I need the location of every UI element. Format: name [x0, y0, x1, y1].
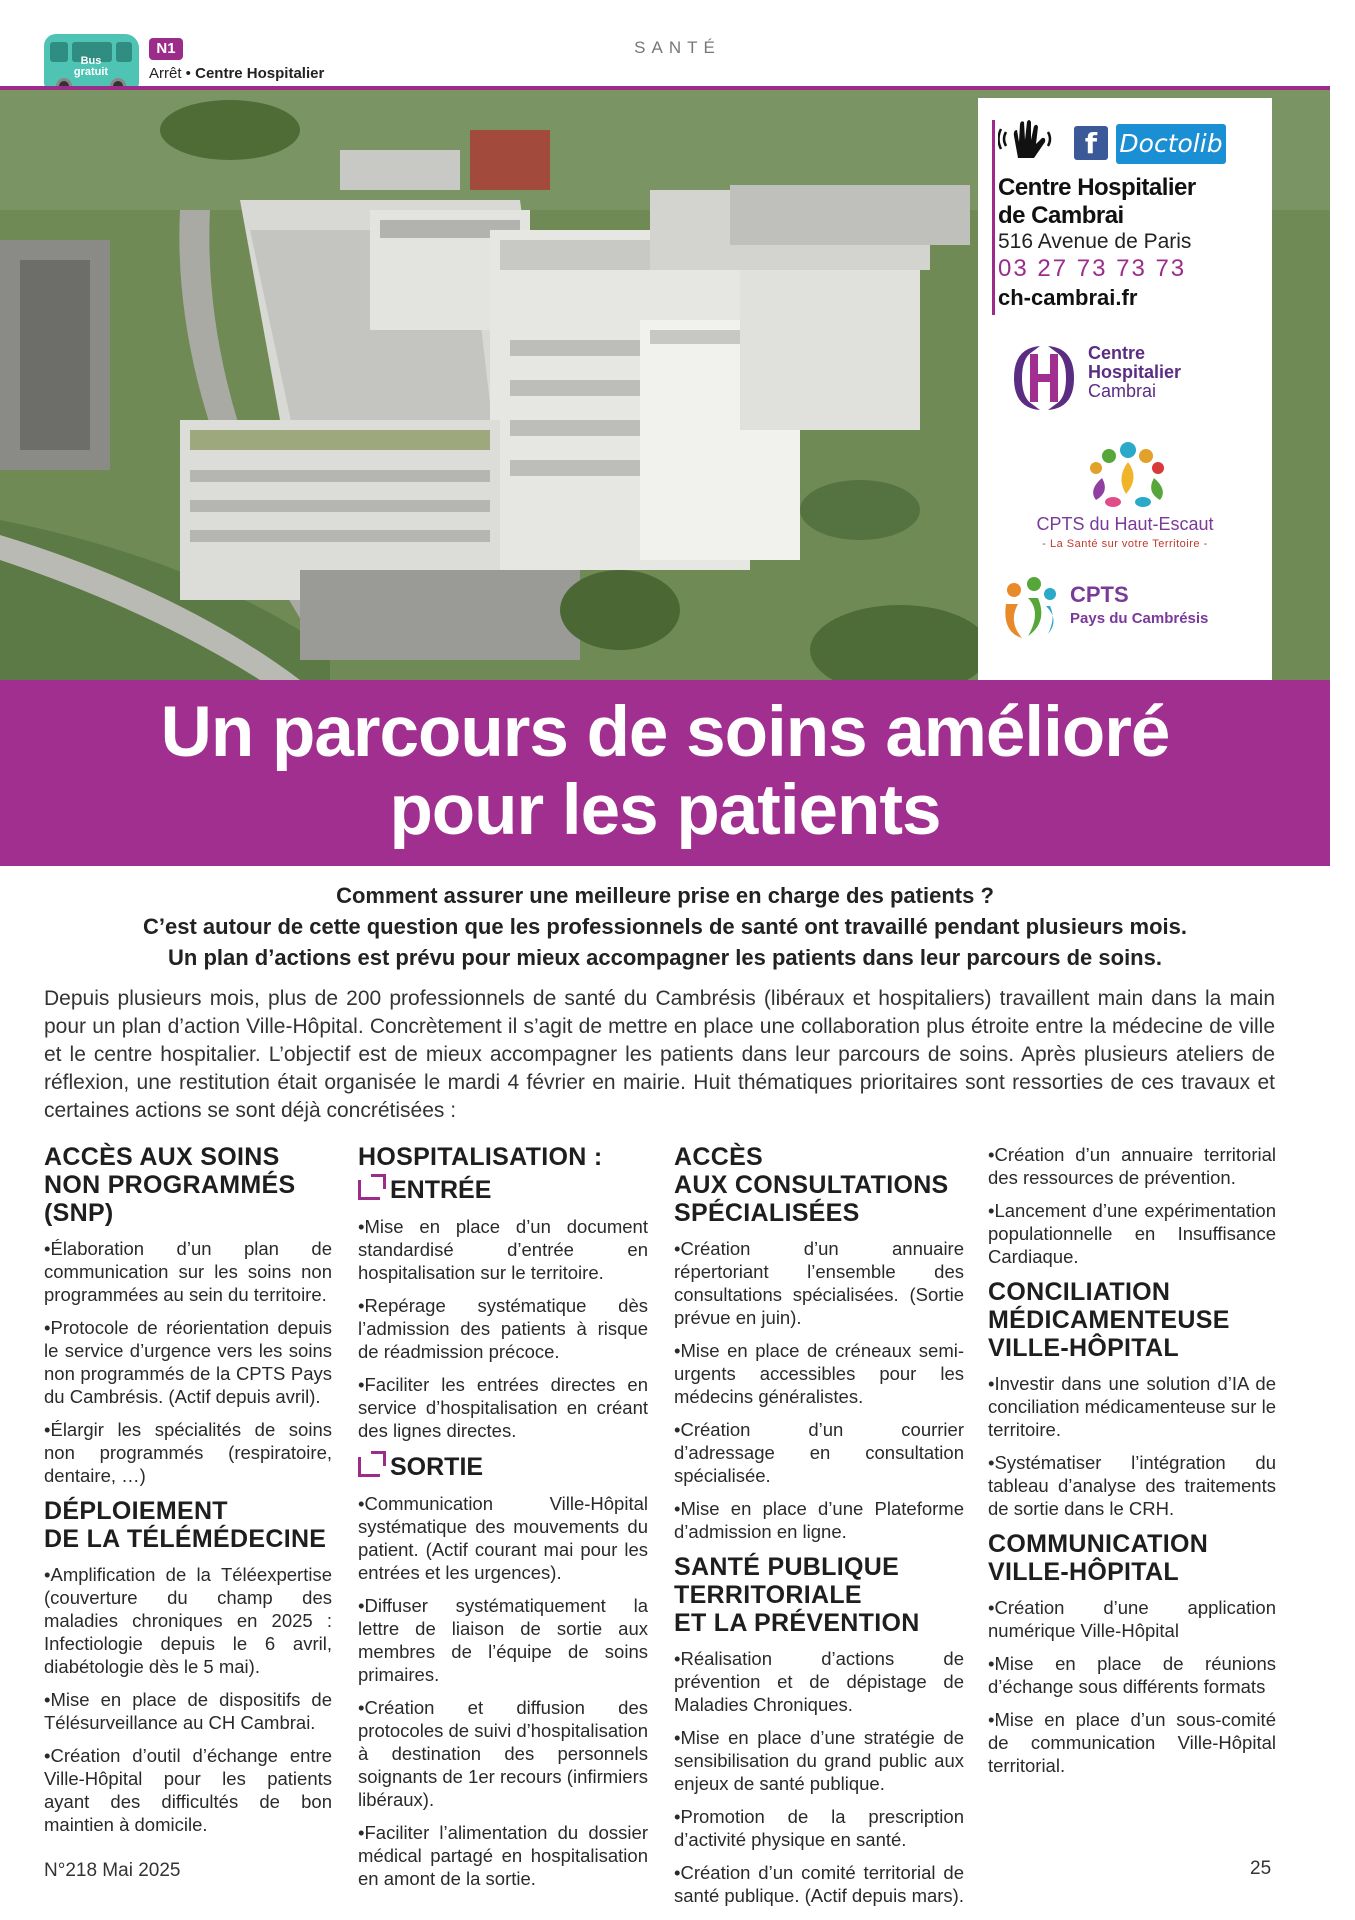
- heading-hospitalisation: HOSPITALISATION :: [358, 1143, 603, 1171]
- issue-number: N°218 Mai 2025: [44, 1860, 181, 1881]
- headline-line1: Un parcours de soins amélioré: [160, 693, 1170, 772]
- list-item: • Mise en place de créneaux semi-urgents accessibles pour les médecins généralistes.: [674, 1339, 964, 1408]
- ch-h-icon: [1004, 338, 1084, 418]
- heading-sante-publique-line2: TERRITORIALE: [674, 1581, 862, 1609]
- share-arrow-icon: [358, 1457, 380, 1477]
- heading-conciliation-line1: CONCILIATION: [988, 1278, 1171, 1306]
- heading-sante-publique-line3: ET LA PRÉVENTION: [674, 1609, 920, 1637]
- heading-conciliation: [988, 1278, 1276, 1362]
- ch-logo-line2: Hospitalier: [1088, 362, 1182, 382]
- column-4: [988, 1143, 1276, 1777]
- heading-communication-line1: COMMUNICATION: [988, 1530, 1209, 1558]
- heading-snp-line2: NON PROGRAMMÉS: [44, 1171, 296, 1199]
- list-item: • Promotion de la prescription d’activité physique en santé.: [674, 1805, 964, 1851]
- heading-communication: [988, 1530, 1276, 1586]
- card-website[interactable]: ch-cambrai.fr: [998, 285, 1138, 310]
- heading-conciliation-line2: MÉDICAMENTEUSE: [988, 1306, 1230, 1334]
- line-badge: N1: [149, 38, 183, 60]
- cpts-cambresis-name: CPTS: [1070, 582, 1129, 607]
- cpts-haut-escaut-name: CPTS du Haut-Escaut: [1036, 514, 1214, 534]
- heading-sante-publique: [674, 1553, 964, 1637]
- ch-logo-line1: Centre: [1088, 343, 1146, 363]
- intro-standfirst: [30, 880, 1300, 973]
- stop-name: Centre Hospitalier: [195, 65, 325, 82]
- card-title: [998, 174, 1196, 230]
- bus-logo-text: Bus gratuit: [73, 55, 109, 78]
- cpts-haut-escaut-tagline: - La Santé sur votre Territoire -: [1042, 538, 1208, 550]
- cpts-haut-escaut-icon: [978, 438, 1272, 514]
- heading-consultations-line1: ACCÈS: [674, 1143, 764, 1171]
- column-1: [44, 1143, 332, 1836]
- headline-line2: pour les patients: [389, 771, 941, 850]
- ch-logo-line3: Cambrai: [1088, 381, 1157, 401]
- column-2: [358, 1143, 648, 1890]
- list-item: • Lancement d’une expérimentation populationnelle en Insuffisance Cardiaque.: [988, 1199, 1276, 1268]
- list-item: • Mise en place d’un sous-comité de communication Ville-Hôpital territorial.: [988, 1708, 1276, 1777]
- list-item: • Mise en place de dispositifs de Télésurveillance au CH Cambrai.: [44, 1688, 332, 1734]
- list-item: • Création d’une application numérique Ville-Hôpital: [988, 1596, 1276, 1642]
- column-3: [674, 1143, 964, 1907]
- list-item: • Protocole de réorientation depuis le service d’urgence vers les soins non programmés de la CPTS Pays du Cambrésis. (Actif depuis avril).: [44, 1316, 332, 1408]
- heading-conciliation-line3: VILLE-HÔPITAL: [988, 1334, 1179, 1362]
- subheading-sortie-label: SORTIE: [390, 1453, 484, 1481]
- intro-line1: Comment assurer une meilleure prise en charge des patients ?: [336, 883, 994, 908]
- list-item: • Diffuser systématiquement la lettre de liaison de sortie aux membres de l’équipe de soins primaires.: [358, 1594, 648, 1686]
- heading-consultations-line3: SPÉCIALISÉES: [674, 1199, 860, 1227]
- subheading-sortie: [358, 1452, 648, 1482]
- heading-telemedecine-line1: DÉPLOIEMENT: [44, 1497, 228, 1525]
- lead-paragraph: Depuis plusieurs mois, plus de 200 professionnels de santé du Cambrésis (libéraux et hospitaliers) travaillent main dans la main pour un plan d’action Ville-Hôpital. Concrètement il s’agit de mettre en place une collaboration plus étroite entre la médecine de ville et le centre hospitalier. L’objectif est de mieux accompagner les patients dans leur parcours de soins. Après plusieurs ateliers de réflexion, une restitution était organisée le mardi 4 février en mairie. Huit thématiques prioritaires sont ressorties de ces travaux et certaines actions se sont déjà concrétisées :: [44, 987, 1275, 1122]
- list-item: • Faciliter les entrées directes en service d’hospitalisation en créant des lignes directes.: [358, 1373, 648, 1442]
- list-item: • Mise en place d’un document standardisé d’entrée en hospitalisation sur le territoire.: [358, 1215, 648, 1284]
- share-arrow-icon: [358, 1180, 380, 1200]
- intro-line3: Un plan d’actions est prévu pour mieux accompagner les patients dans leur parcours de soins.: [168, 945, 1162, 970]
- card-rule: [992, 120, 995, 315]
- list-item: • Création d’un annuaire répertoriant l’ensemble des consultations spécialisées. (Sortie prévue en juin).: [674, 1237, 964, 1329]
- list-item: • Réalisation d’actions de prévention et de dépistage de Maladies Chroniques.: [674, 1647, 964, 1716]
- ch-cambrai-logo: [1004, 338, 1254, 418]
- stop-prefix: Arrêt •: [149, 65, 191, 82]
- cpts-cambresis-sub: Pays du Cambrésis: [1070, 610, 1209, 627]
- list-item: • Communication Ville-Hôpital systématique des mouvements du patient. (Actif courant mai pour les entrées et les urgences).: [358, 1492, 648, 1584]
- cpts-cambresis-icon: [998, 576, 1062, 646]
- cpts-haut-escaut-logo: [978, 438, 1272, 558]
- heading-telemedecine-line2: DE LA TÉLÉMÉDECINE: [44, 1525, 327, 1553]
- list-item: • Création et diffusion des protocoles de suivi d’hospitalisation à destination des personnels soignants de 1er recours (infirmiers libéraux).: [358, 1696, 648, 1811]
- list-item: • Mise en place de réunions d’échange sous différents formats: [988, 1652, 1276, 1698]
- list-item: • Création d’un comité territorial de santé publique. (Actif depuis mars).: [674, 1861, 964, 1907]
- list-item: • Élargir les spécialités de soins non programmés (respiratoire, dentaire, …): [44, 1418, 332, 1487]
- section-title: SANTÉ: [634, 38, 721, 57]
- subheading-entree-label: ENTRÉE: [390, 1176, 492, 1204]
- list-item: • Création d’un annuaire territorial des ressources de prévention.: [988, 1143, 1276, 1189]
- heading-communication-line2: VILLE-HÔPITAL: [988, 1558, 1179, 1586]
- doctolib-logo[interactable]: Doctolib: [1116, 124, 1226, 164]
- heading-consultations: [674, 1143, 964, 1227]
- card-title-line1: Centre Hospitalier: [998, 174, 1196, 201]
- list-item: • Amplification de la Téléexpertise (couverture du champ des maladies chroniques en 2025 : Infectiologie depuis le 6 avril, diabétologie dès le 5 mai).: [44, 1563, 332, 1678]
- card-title-line2: de Cambrai: [998, 202, 1124, 229]
- headline-banner: [0, 680, 1330, 866]
- list-item: • Faciliter l’alimentation du dossier médical partagé en hospitalisation en amont de la sortie.: [358, 1821, 648, 1890]
- list-item: • Création d’outil d’échange entre Ville-Hôpital pour les patients ayant des difficultés de bon maintien à domicile.: [44, 1744, 332, 1836]
- headline: [0, 694, 1330, 850]
- bus-stop-label: [149, 65, 324, 82]
- list-item: • Repérage systématique dès l’admission des patients à risque de réadmission précoce.: [358, 1294, 648, 1363]
- page-number: 25: [1250, 1858, 1272, 1879]
- sign-language-hand-icon: [998, 118, 1054, 160]
- heading-snp-line3: (SNP): [44, 1199, 114, 1227]
- card-phone[interactable]: 03 27 73 73 73: [998, 255, 1187, 282]
- list-item: • Élaboration d’un plan de communication sur les soins non programmées au sein du territoire.: [44, 1237, 332, 1306]
- facebook-icon[interactable]: f: [1074, 126, 1108, 160]
- list-item: • Investir dans une solution d’IA de conciliation médicamenteuse sur le territoire.: [988, 1372, 1276, 1441]
- list-item: • Mise en place d’une Plateforme d’admission en ligne.: [674, 1497, 964, 1543]
- heading-telemedecine: [44, 1497, 332, 1553]
- heading-consultations-line2: AUX CONSULTATIONS: [674, 1171, 949, 1199]
- list-item: • Systématiser l’intégration du tableau d’analyse des traitements de sortie dans le CRH.: [988, 1451, 1276, 1520]
- info-card: [978, 98, 1272, 680]
- subheading-entree: [358, 1175, 648, 1205]
- list-item: • Création d’un courrier d’adressage en consultation spécialisée.: [674, 1418, 964, 1487]
- heading-sante-publique-line1: SANTÉ PUBLIQUE: [674, 1553, 900, 1581]
- cpts-cambresis-logo: [998, 576, 1258, 656]
- heading-snp: [44, 1143, 332, 1227]
- list-item: • Mise en place d’une stratégie de sensibilisation du grand public aux enjeux de santé publique.: [674, 1726, 964, 1795]
- heading-snp-line1: ACCÈS AUX SOINS: [44, 1143, 280, 1171]
- card-address: 516 Avenue de Paris: [998, 230, 1192, 253]
- intro-line2: C’est autour de cette question que les professionnels de santé ont travaillé pendant plusieurs mois.: [142, 914, 1187, 939]
